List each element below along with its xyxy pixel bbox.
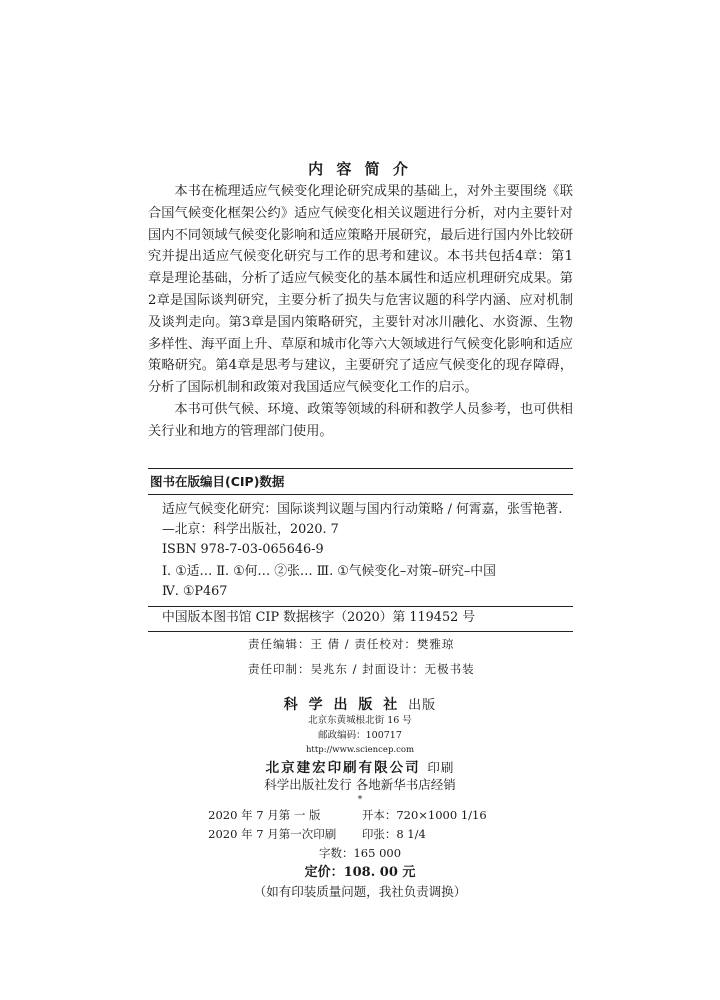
- edition-row-2: [0, 825, 720, 844]
- cip-block: [148, 468, 573, 682]
- summary-title: 内 容 简 介: [308, 160, 412, 178]
- printer-name: 北京建宏印刷有限公司: [265, 760, 421, 776]
- printer: [0, 760, 720, 776]
- publisher-postcode: 邮政编码：100717: [318, 730, 402, 741]
- edition-date: 2020 年 7 月第 一 版: [208, 808, 321, 822]
- cip-entry: [148, 495, 573, 606]
- printed-sheets: 印张：8 1/4: [361, 827, 426, 841]
- publisher-name-suffix: 出版: [408, 698, 437, 713]
- printer-suffix: 印刷: [427, 760, 455, 775]
- publisher-url: http://www.sciencep.com: [305, 745, 415, 755]
- credits-production: 责任印制：吴兆东 / 封面设计：无极书装: [248, 662, 475, 676]
- cip-classification-1: Ⅰ. ①适… Ⅱ. ①何… ②张… Ⅲ. ①气候变化–对策–研究–中国: [162, 564, 496, 579]
- cip-title-entry: 适应气候变化研究：国际谈判议题与国内行动策略 / 何霄嘉，张雪艳著. —北京：科学出版社，2020. 7: [162, 502, 563, 537]
- summary-paragraph-1: 本书在梳理适应气候变化理论研究成果的基础上，对外主要围绕《联合国气候变化框架公约》适应气候变化相关议题进行分析，对内主要针对国内不同领域气候变化影响和适应策略开展研究，最后进行国内外比较研究并提出适应气候变化研究与工作的思考和建议。本书共包括4章：第1章是理论基础，分析了适应气候变化的基本属性和适应机理研究成果。第2章是国际谈判研究，主要分析了损失与危害议题的科学内涵、应对机制及谈判走向。第3章是国内策略研究，主要针对冰川融化、水资源、生物多样性、海平面上升、草原和城市化等六大领域进行气候变化影响和适应策略研究。第4章是思考与建议，主要研究了适应气候变化的现存障碍，分析了国际机制和政策对我国适应气候变化工作的启示。: [148, 184, 573, 396]
- cip-heading: 图书在版编目(CIP)数据: [150, 474, 285, 489]
- publisher-address: 北京东黄城根北街 16 号: [308, 715, 412, 726]
- price: 定价：108. 00 元: [304, 865, 416, 880]
- printing-date: 2020 年 7 月第一次印刷: [208, 827, 337, 841]
- book-summary: [148, 181, 573, 443]
- credits: [148, 632, 573, 682]
- cip-classification-2: Ⅳ. ①P467: [162, 584, 228, 599]
- format-size: 开本：720×1000 1/16: [361, 808, 487, 822]
- quality-note: （如有印装质量问题，我社负责调换）: [253, 884, 467, 899]
- publisher-name-text: 科 学 出 版 社: [283, 697, 401, 713]
- word-count: 字数：165 000: [318, 846, 402, 860]
- publisher-name: [0, 698, 720, 713]
- edition-row-1: [0, 806, 720, 825]
- distribution: 科学出版社发行 各地新华书店经销: [264, 777, 456, 792]
- credits-editors: 责任编辑：王 倩 / 责任校对：樊雅琼: [248, 637, 455, 651]
- cip-isbn: ISBN 978-7-03-065646-9: [162, 542, 324, 557]
- publisher-block: [0, 698, 720, 901]
- cip-record-number: 中国版本图书馆 CIP 数据核字（2020）第 119452 号: [162, 610, 476, 625]
- separator-star: *: [357, 795, 363, 805]
- summary-paragraph-2: 本书可供气候、环境、政策等领域的科研和教学人员参考，也可供相关行业和地方的管理部门使用。: [148, 401, 573, 439]
